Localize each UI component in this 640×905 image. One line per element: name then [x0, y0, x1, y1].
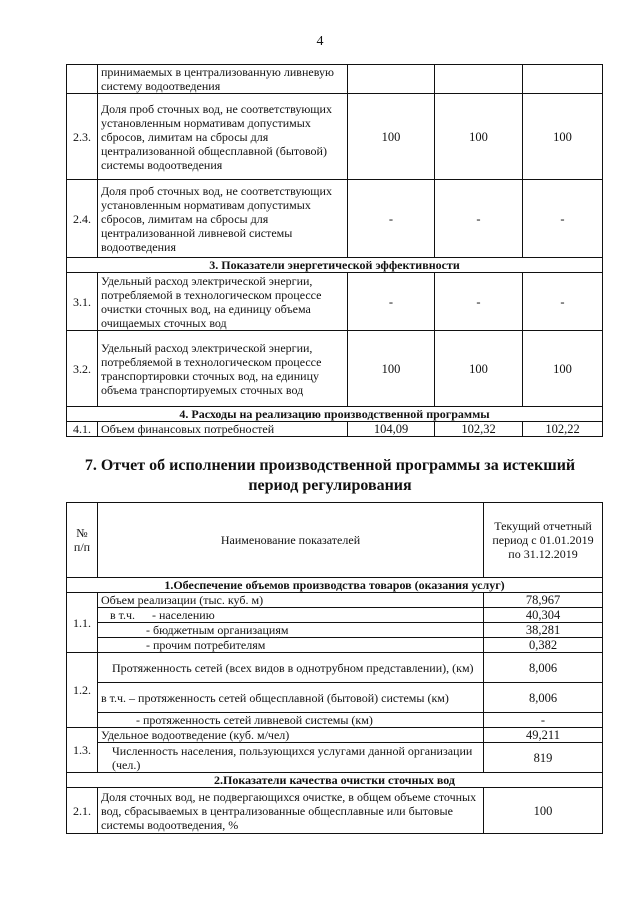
table-row — [67, 608, 603, 623]
row-number: 2.3. — [67, 94, 98, 180]
indicator-name: Доля проб сточных вод, не соответствующих установленным нормативам допустимых сбросов, лимитам на сбросы для централизованной ливневой системы водоотведения — [98, 180, 348, 258]
indicators-table-continued — [66, 64, 603, 437]
indicator-name: - бюджетным организациям — [98, 623, 484, 638]
value-cell: 38,281 — [484, 623, 603, 638]
table-row — [67, 683, 603, 713]
value-cell: - — [523, 180, 603, 258]
value-cell: 104,09 — [348, 422, 435, 437]
indicator-name: Доля сточных вод, не подвергающихся очистке, в общем объеме сточных вод, сбрасываемых в централизованные общесплавные или бытовые системы водоотведения, % — [98, 788, 484, 834]
value-cell: - — [348, 273, 435, 331]
row-number: 2.1. — [67, 788, 98, 834]
section-title: 3. Показатели энергетической эффективности — [67, 258, 603, 273]
value-cell: 100 — [348, 94, 435, 180]
value-cell: - — [348, 180, 435, 258]
indicator-name: Численность населения, пользующихся услугами данной организации (чел.) — [98, 743, 484, 773]
value-cell — [435, 65, 523, 94]
table-row — [67, 422, 603, 437]
row-number: 3.2. — [67, 331, 98, 407]
table-row — [67, 65, 603, 94]
value-cell: 102,22 — [523, 422, 603, 437]
value-cell: 100 — [523, 331, 603, 407]
table-row — [67, 788, 603, 834]
section-row — [67, 407, 603, 422]
value-cell: - — [435, 273, 523, 331]
indicator-name: Удельный расход электрической энергии, потребляемой в технологическом процессе очистки сточных вод, на единицу объема очищаемых сточных вод — [98, 273, 348, 331]
row-number: 1.2. — [67, 653, 98, 728]
table-row — [67, 94, 603, 180]
page-number: 4 — [316, 34, 324, 49]
value-cell: 0,382 — [484, 638, 603, 653]
indicator-name — [98, 608, 484, 623]
section-row — [67, 773, 603, 788]
report-table — [66, 502, 603, 834]
row-number: 1.1. — [67, 593, 98, 653]
value-cell: 100 — [484, 788, 603, 834]
value-cell: 102,32 — [435, 422, 523, 437]
indicator-name: принимаемых в централизованную ливневую систему водоотведения — [98, 65, 348, 94]
table-row — [67, 638, 603, 653]
value-cell: 78,967 — [484, 593, 603, 608]
value-cell: 100 — [435, 94, 523, 180]
value-cell — [348, 65, 435, 94]
column-header-number: № п/п — [67, 503, 98, 578]
indicator-name: Объем финансовых потребностей — [98, 422, 348, 437]
prefix-label: в т.ч. — [110, 608, 136, 622]
table-row — [67, 273, 603, 331]
value-cell: 100 — [435, 331, 523, 407]
section-row — [67, 578, 603, 593]
table-row — [67, 743, 603, 773]
column-header-period: Текущий отчетный период с 01.01.2019 по 31.12.2019 — [484, 503, 603, 578]
header-row — [67, 503, 603, 578]
section-title: 4. Расходы на реализацию производственной программы — [67, 407, 603, 422]
value-cell: 40,304 — [484, 608, 603, 623]
indicator-name: Объем реализации (тыс. куб. м) — [98, 593, 484, 608]
indicator-name: Удельное водоотведение (куб. м/чел) — [98, 728, 484, 743]
value-cell: 819 — [484, 743, 603, 773]
value-cell: - — [484, 713, 603, 728]
value-cell: 8,006 — [484, 683, 603, 713]
row-number: 4.1. — [67, 422, 98, 437]
row-number: 1.3. — [67, 728, 98, 773]
value-cell: 49,211 — [484, 728, 603, 743]
indicator-name: - прочим потребителям — [98, 638, 484, 653]
value-cell: 100 — [348, 331, 435, 407]
table-row — [67, 593, 603, 608]
indicator-name: Доля проб сточных вод, не соответствующих установленным нормативам допустимых сбросов, лимитам на сбросы для централизованной общесплавной (бытовой) системы водоотведения — [98, 94, 348, 180]
section-title: 1.Обеспечение объемов производства товаров (оказания услуг) — [67, 578, 603, 593]
table-row — [67, 623, 603, 638]
indicator-name: Удельный расход электрической энергии, потребляемой в технологическом процессе транспортировки сточных вод, на единицу объема транспортируемых сточных вод — [98, 331, 348, 407]
table-row — [67, 728, 603, 743]
section-title: 2.Показатели качества очистки сточных вод — [67, 773, 603, 788]
value-cell — [523, 65, 603, 94]
indicator-label: - населению — [152, 608, 215, 622]
report-heading: 7. Отчет об исполнении производственной программы за истекший период регулирования — [84, 457, 576, 494]
section-row — [67, 258, 603, 273]
table-row — [67, 180, 603, 258]
row-number — [67, 65, 98, 94]
column-header-name: Наименование показателей — [98, 503, 484, 578]
value-cell: 100 — [523, 94, 603, 180]
value-cell: - — [523, 273, 603, 331]
table-row — [67, 653, 603, 683]
indicator-name: - протяженность сетей ливневой системы (км) — [98, 713, 484, 728]
table-row — [67, 331, 603, 407]
row-number: 2.4. — [67, 180, 98, 258]
row-number: 3.1. — [67, 273, 98, 331]
value-cell: 8,006 — [484, 653, 603, 683]
value-cell: - — [435, 180, 523, 258]
indicator-name: Протяженность сетей (всех видов в однотрубном представлении), (км) — [98, 653, 484, 683]
table-row — [67, 713, 603, 728]
indicator-name: в т.ч. – протяженность сетей общесплавной (бытовой) системы (км) — [98, 683, 484, 713]
